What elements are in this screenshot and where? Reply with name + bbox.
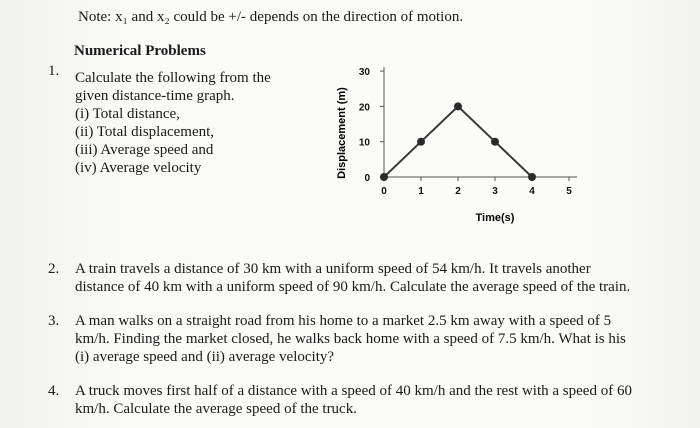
x-tick-label: 4 bbox=[529, 186, 535, 197]
x-tick-label: 2 bbox=[455, 186, 461, 197]
data-point bbox=[528, 173, 536, 181]
series-line bbox=[384, 106, 532, 177]
problem-line: distance of 40 km with a uniform speed of 90 km/h. Calculate the average speed of the train. bbox=[75, 279, 631, 295]
data-point bbox=[380, 173, 388, 181]
x-tick-label: 0 bbox=[381, 186, 387, 197]
x-tick-label: 3 bbox=[492, 186, 498, 197]
problem-line: A man walks on a straight road from his home to a market 2.5 km away with a speed of 5 bbox=[75, 313, 612, 329]
problem-number: 1. bbox=[48, 63, 60, 79]
section-title: Numerical Problems bbox=[74, 43, 206, 59]
problem-line: km/h. Finding the market closed, he walks back home with a speed of 7.5 km/h. What is his bbox=[75, 331, 626, 347]
y-tick-label: 30 bbox=[358, 67, 370, 79]
problem-line: Calculate the following from the bbox=[75, 70, 271, 86]
problem-line: (iv) Average velocity bbox=[75, 160, 202, 176]
problem-line: (i) average speed and (ii) average velocity? bbox=[75, 349, 335, 365]
problem-line: (i) Total distance, bbox=[75, 106, 180, 122]
problem-line: A truck moves first half of a distance with a speed of 40 km/h and the rest with a speed of 60 bbox=[75, 383, 632, 399]
x-tick-label: 1 bbox=[418, 186, 424, 197]
y-tick-label: 20 bbox=[358, 102, 370, 114]
distance-time-graph bbox=[320, 45, 660, 235]
data-point bbox=[491, 138, 499, 146]
y-axis-label: Displacement (m) bbox=[336, 87, 348, 179]
problem-line: A train travels a distance of 30 km with a uniform speed of 54 km/h. It travels another bbox=[75, 261, 591, 277]
y-tick-label: 0 bbox=[364, 173, 370, 184]
note-text: Note: x₁ and x₂ could be +/- depends on the direction of motion. bbox=[78, 9, 464, 25]
chart-ticks bbox=[359, 67, 572, 197]
problem-line: given distance-time graph. bbox=[75, 88, 235, 104]
chart-axes bbox=[384, 67, 577, 177]
data-point bbox=[417, 138, 425, 146]
problem-number: 3. bbox=[48, 313, 60, 329]
problem-line: (ii) Total displacement, bbox=[75, 124, 215, 140]
x-tick-label: 5 bbox=[566, 186, 572, 197]
problem-line: (iii) Average speed and bbox=[75, 142, 214, 158]
x-axis-label: Time(s) bbox=[475, 212, 515, 224]
data-point bbox=[454, 102, 462, 110]
y-tick-label: 10 bbox=[358, 137, 370, 149]
chart-marks bbox=[380, 102, 536, 181]
problem-number: 4. bbox=[48, 383, 60, 399]
problem-number: 2. bbox=[48, 261, 60, 277]
problem-line: km/h. Calculate the average speed of the truck. bbox=[75, 401, 357, 417]
